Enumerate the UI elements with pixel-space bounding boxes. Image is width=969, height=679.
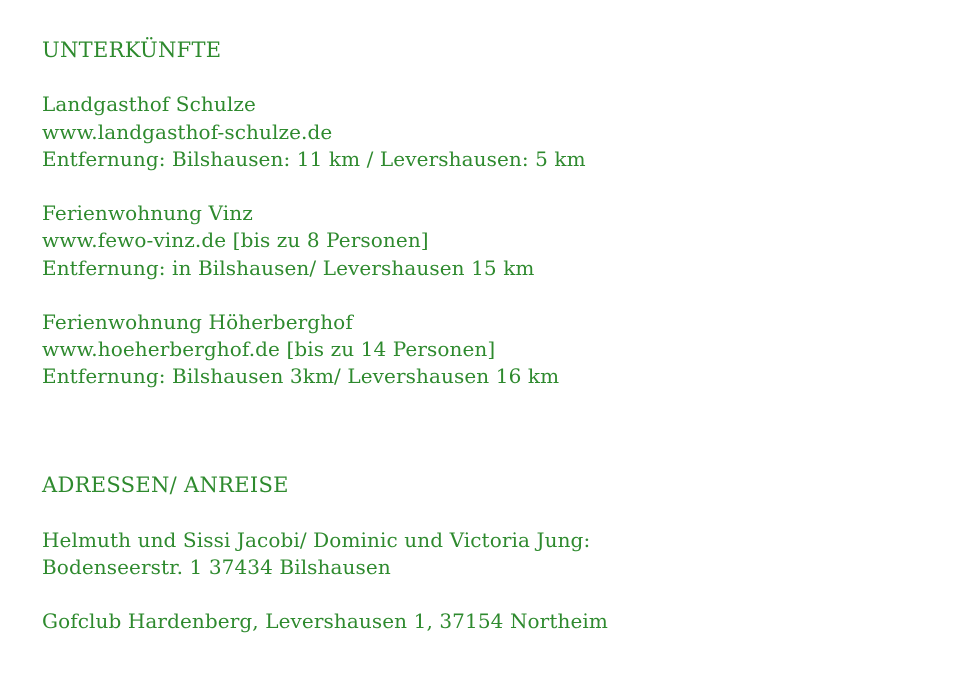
golf-club-address <box>42 608 942 635</box>
accommodation-name: Ferienwohnung Vinz <box>42 201 253 226</box>
accommodation-website: www.landgasthof-schulze.de <box>42 119 333 144</box>
accommodation-distance: Entfernung: Bilshausen 3km/ Levershausen 16 km <box>42 364 560 389</box>
hosts-names: Helmuth und Sissi Jacobi/ Dominic und Victoria Jung: <box>42 527 591 552</box>
accommodation-entry-landgasthof <box>42 91 942 173</box>
section-spacer <box>42 391 942 445</box>
accommodation-name: Landgasthof Schulze <box>42 92 256 117</box>
accommodation-distance: Entfernung: Bilshausen: 11 km / Levershausen: 5 km <box>42 146 586 171</box>
accommodations-heading: UNTERKÜNFTE <box>42 38 222 62</box>
accommodation-website: www.hoeherberghof.de [bis zu 14 Personen] <box>42 337 496 362</box>
accommodation-entry-vinz <box>42 200 942 282</box>
accommodation-entry-hoeherberghof <box>42 309 942 391</box>
accommodation-name: Ferienwohnung Höherberghof <box>42 309 353 334</box>
addresses-heading: ADRESSEN/ ANREISE <box>42 473 289 498</box>
hosts-address <box>42 527 942 581</box>
addresses-section <box>42 472 942 635</box>
golf-club-line: Gofclub Hardenberg, Levershausen 1, 37154 Northeim <box>42 609 608 634</box>
hosts-street: Bodenseerstr. 1 37434 Bilshausen <box>42 554 391 579</box>
accommodations-section <box>42 37 942 391</box>
accommodation-website: www.fewo-vinz.de [bis zu 8 Personen] <box>42 228 429 253</box>
document-page <box>42 37 942 635</box>
accommodation-distance: Entfernung: in Bilshausen/ Levershausen 15 km <box>42 255 535 280</box>
